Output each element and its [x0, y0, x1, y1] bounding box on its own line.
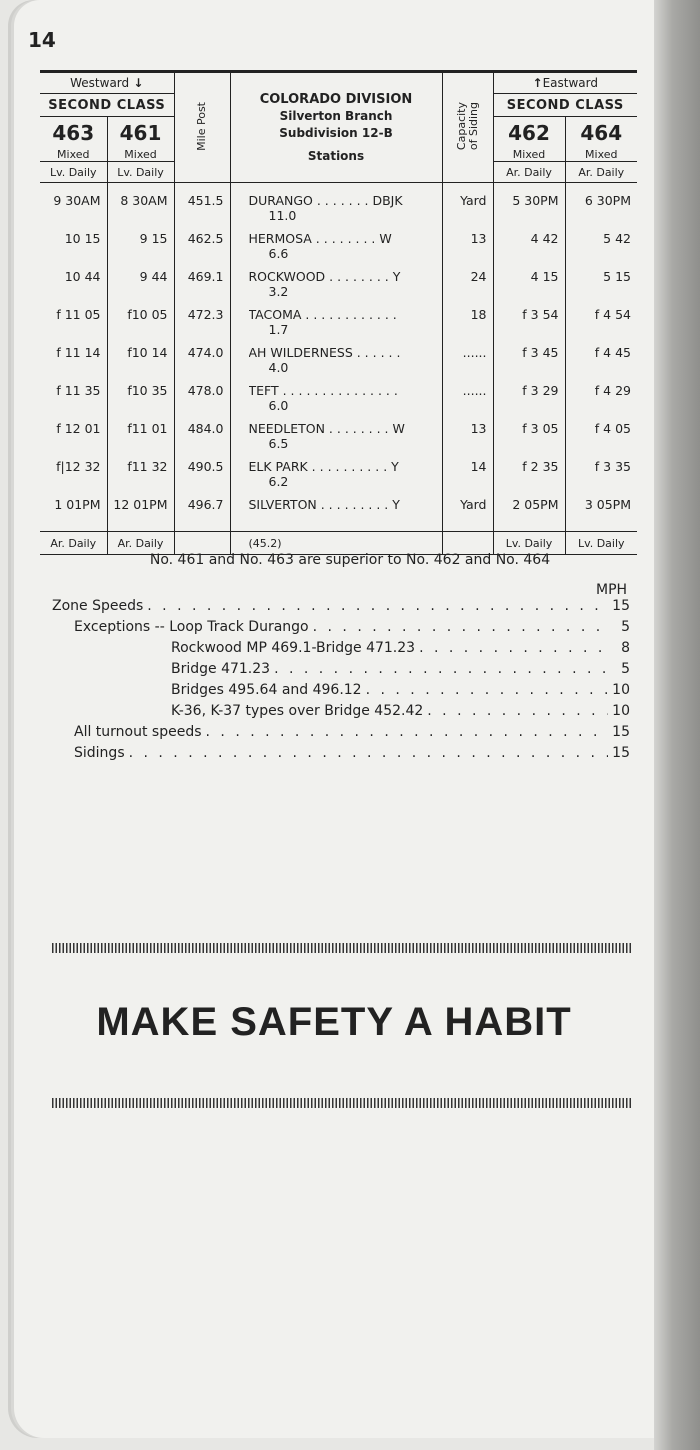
page-edge [654, 0, 700, 1450]
time-463: f 11 14 [40, 341, 107, 379]
footer-days: Ar. Daily [40, 532, 107, 555]
time-462: 2 05PM [493, 493, 565, 532]
westward-label: Westward ↓ [40, 72, 174, 94]
time-464: f 4 29 [594, 383, 631, 398]
timetable [40, 70, 637, 555]
mile-post: 496.7 [174, 493, 230, 532]
table-row [40, 493, 637, 532]
station-cell [230, 265, 442, 303]
time-462: f 3 29 [493, 379, 565, 417]
time-462: 4 15 [493, 265, 565, 303]
time-461: f10 35 [107, 379, 174, 417]
station-cell [230, 227, 442, 265]
time-463: 1 01PM [40, 493, 107, 532]
exception-line: Bridge 471.23 . . . 5 [171, 661, 630, 681]
exception-line: Exceptions -- Loop Track Durango . . . 5 [74, 619, 630, 639]
station-cell [230, 303, 442, 341]
time-462: f 3 05 [493, 417, 565, 455]
station-cell [230, 189, 442, 227]
siding-capacity: 13 [442, 227, 493, 265]
time-461: 12 01PM [107, 493, 174, 532]
table-row [40, 189, 637, 227]
east-class-label: SECOND CLASS [493, 94, 637, 117]
time-463: 9 30AM [40, 189, 107, 227]
station-name: DURANGO . . . . . . . DBJK [248, 193, 403, 208]
hatched-rule [52, 943, 632, 953]
train-number: 464 [580, 121, 623, 145]
capacity-header: Capacityof Siding [442, 72, 493, 183]
siding-capacity: 24 [442, 265, 493, 303]
time-461: 9 44 [107, 265, 174, 303]
station-name: SILVERTON . . . . . . . . . Y [248, 497, 400, 512]
time-462: f 3 54 [493, 303, 565, 341]
station-name: AH WILDERNESS . . . . . . [248, 345, 401, 360]
time-461: f10 14 [107, 341, 174, 379]
station-cell [230, 341, 442, 379]
station-name: NEEDLETON . . . . . . . . W [248, 421, 405, 436]
division-name: COLORADO DIVISION [259, 91, 413, 107]
siding-capacity: ...... [442, 341, 493, 379]
exception-line: Rockwood MP 469.1-Bridge 471.23 . . . 8 [171, 640, 630, 660]
train-type: Mixed [585, 147, 618, 161]
time-462: 5 30PM [493, 189, 565, 227]
time-461: f10 05 [107, 303, 174, 341]
time-463: f 12 01 [40, 417, 107, 455]
mile-post: 478.0 [174, 379, 230, 417]
siding-capacity: Yard [442, 189, 493, 227]
station-cell [230, 455, 442, 493]
station-distance: 6.6 [268, 246, 289, 261]
footer-days: Ar. Daily [107, 532, 174, 555]
zone-speed-line: Zone Speeds . . . 15 [52, 598, 630, 618]
siding-capacity: 13 [442, 417, 493, 455]
mile-post: 472.3 [174, 303, 230, 341]
mile-post: 462.5 [174, 227, 230, 265]
mile-post: 484.0 [174, 417, 230, 455]
train-days: Lv. Daily [107, 162, 174, 183]
exception-line: Bridges 495.64 and 496.12 . . . 10 [171, 682, 630, 702]
train-type: Mixed [107, 147, 174, 162]
time-461: 9 15 [107, 227, 174, 265]
station-cell [230, 493, 442, 532]
station-distance: 11.0 [268, 208, 297, 223]
time-464: 5 15 [603, 269, 631, 284]
station-cell [230, 417, 442, 455]
subdivision-name: Subdivision 12-B [279, 125, 393, 140]
siding-capacity: 18 [442, 303, 493, 341]
time-464: 6 30PM [584, 193, 631, 208]
time-463: 10 44 [40, 265, 107, 303]
station-distance: 6.5 [268, 436, 289, 451]
eastward-label: ↑ Eastward [493, 72, 637, 94]
time-464: f 4 45 [594, 345, 631, 360]
siding-capacity: ...... [442, 379, 493, 417]
train-number: 461 [107, 117, 174, 148]
west-class-label: SECOND CLASS [40, 94, 174, 117]
time-462: f 3 45 [493, 341, 565, 379]
footer-days: Lv. Daily [565, 532, 637, 555]
siding-capacity: Yard [442, 493, 493, 532]
exception-line: K-36, K-37 types over Bridge 452.42 . . . 10 [171, 703, 630, 723]
branch-name: Silverton Branch [279, 108, 393, 123]
table-row [40, 455, 637, 493]
time-461: f11 32 [107, 455, 174, 493]
train-days: Ar. Daily [565, 162, 637, 183]
station-cell [230, 379, 442, 417]
station-distance: 6.0 [268, 398, 289, 413]
stations-label: Stations [307, 148, 365, 163]
station-name: TACOMA . . . . . . . . . . . . [248, 307, 397, 322]
footer-days: Lv. Daily [493, 532, 565, 555]
time-461: f11 01 [107, 417, 174, 455]
station-name: TEFT . . . . . . . . . . . . . . . [248, 383, 398, 398]
train-type: Mixed [493, 147, 565, 162]
time-462: 4 42 [493, 227, 565, 265]
train-days: Ar. Daily [493, 162, 565, 183]
time-464: f 4 54 [594, 307, 631, 322]
time-464: 3 05PM [584, 497, 631, 512]
train-number: 463 [40, 117, 107, 148]
train-type: Mixed [40, 147, 107, 162]
sidings-speed-line: Sidings . . . 15 [74, 745, 630, 765]
time-464: 5 42 [603, 231, 631, 246]
station-distance: 4.0 [268, 360, 289, 375]
division-header [230, 72, 442, 183]
page-number: 14 [28, 28, 56, 52]
station-name: HERMOSA . . . . . . . . W [248, 231, 392, 246]
table-row [40, 341, 637, 379]
superiority-note: No. 461 and No. 463 are superior to No. 462 and No. 464 [149, 552, 551, 568]
table-row [40, 303, 637, 341]
station-distance: 1.7 [268, 322, 289, 337]
time-463: 10 15 [40, 227, 107, 265]
train-days: Lv. Daily [40, 162, 107, 183]
siding-capacity: 14 [442, 455, 493, 493]
table-row [40, 227, 637, 265]
time-461: 8 30AM [107, 189, 174, 227]
table-row [40, 379, 637, 417]
time-464: f 4 05 [594, 421, 631, 436]
mile-post: 490.5 [174, 455, 230, 493]
hatched-rule [52, 1098, 632, 1108]
time-462: f 2 35 [493, 455, 565, 493]
mile-post-header: Mile Post [174, 72, 230, 183]
station-distance: 6.2 [268, 474, 289, 489]
table-row [40, 417, 637, 455]
mile-post: 451.5 [174, 189, 230, 227]
station-distance: 3.2 [268, 284, 289, 299]
safety-slogan: MAKE SAFETY A HABIT [96, 1000, 572, 1044]
time-463: f|12 32 [40, 455, 107, 493]
time-463: f 11 05 [40, 303, 107, 341]
total-distance: (45.2) [230, 532, 442, 555]
time-464: f 3 35 [594, 459, 631, 474]
station-name: ROCKWOOD . . . . . . . . Y [248, 269, 401, 284]
turnout-speed-line: All turnout speeds . . . 15 [74, 724, 630, 744]
time-463: f 11 35 [40, 379, 107, 417]
mile-post: 474.0 [174, 341, 230, 379]
table-row [40, 265, 637, 303]
mile-post: 469.1 [174, 265, 230, 303]
train-number: 462 [493, 117, 565, 148]
mph-header: MPH [596, 582, 628, 598]
station-name: ELK PARK . . . . . . . . . . Y [248, 459, 399, 474]
